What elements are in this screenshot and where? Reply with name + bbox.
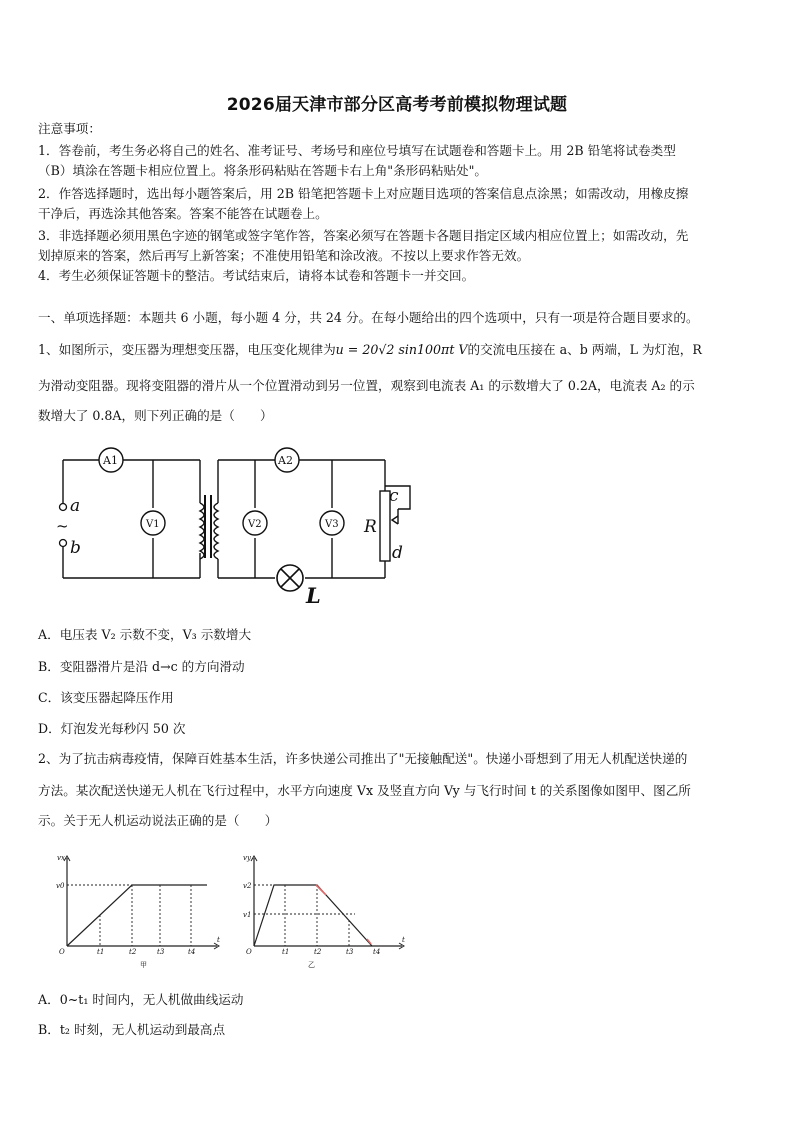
voltmeter-v1-label: V1 xyxy=(146,519,160,530)
terminal-b-label: b xyxy=(70,538,81,558)
question-1-line-1 xyxy=(38,339,760,358)
graph2-t-axis-label: t xyxy=(402,936,405,944)
notice-item-2-line-2: 干净后，再选涂其他答案。答案不能答在试题卷上。 xyxy=(38,206,328,221)
page-title: 2026届天津市部分区高考考前模拟物理试题 xyxy=(226,95,568,115)
question-2-option-a[interactable]: A．0~t₁ 时间内，无人机做曲线运动 xyxy=(38,992,244,1007)
ac-source-symbol: ~ xyxy=(56,517,69,535)
rheostat-d-label: d xyxy=(392,543,403,563)
resistor-r-label: R xyxy=(364,517,377,537)
terminal-a-label: a xyxy=(70,496,81,516)
graph2-origin-label: O xyxy=(246,948,252,956)
question-2-line-2: 方法。某次配送快递无人机在飞行过程中，水平方向速度 Vx 及竖直方向 Vy 与飞行时间 t 的关系图像如图甲、图乙所 xyxy=(38,783,691,798)
graph1-t-axis-label: t xyxy=(217,936,220,944)
graph1-t1-label: t1 xyxy=(97,948,105,956)
transformer-circuit-figure xyxy=(55,443,425,613)
graph2-t1-label: t1 xyxy=(282,948,290,956)
graph1-t3-label: t3 xyxy=(157,948,165,956)
graph1-caption: 甲 xyxy=(140,961,147,969)
question-1-text-post: 的交流电压接在 a、b 两端，L 为灯泡，R xyxy=(467,342,702,357)
question-1-line-2: 为滑动变阻器。现将变阻器的滑片从一个位置滑动到另一位置，观察到电流表 A₁ 的示数增大了 0.2A，电流表 A₂ 的示 xyxy=(38,378,695,393)
question-2-line-1: 2、为了抗击病毒疫情，保障百姓基本生活，许多快递公司推出了"无接触配送"。快递小哥想到了用无人机配送快递的 xyxy=(38,751,688,766)
question-2-option-b[interactable]: B．t₂ 时刻，无人机运动到最高点 xyxy=(38,1022,226,1037)
ammeter-a2-label: A2 xyxy=(278,454,293,467)
notice-item-1-line-2: （B）填涂在答题卡相应位置上。将条形码粘贴在答题卡右上角"条形码粘贴处"。 xyxy=(38,163,488,178)
graph2-v2-label: v2 xyxy=(243,882,252,890)
graph2-t2-label: t2 xyxy=(314,948,322,956)
question-1-option-c[interactable]: C．该变压器起降压作用 xyxy=(38,690,174,705)
notice-item-2-line-1: 2．作答选择题时，选出每小题答案后，用 2B 铅笔把答题卡上对应题目选项的答案信息点涂黑；如需改动，用橡皮擦 xyxy=(38,186,689,201)
question-1-text-pre: 1、如图所示，变压器为理想变压器，电压变化规律为 xyxy=(38,342,336,357)
voltmeter-v2-label: V2 xyxy=(248,519,262,530)
graph2-v1-label: v1 xyxy=(243,911,252,919)
graph-vx-t xyxy=(55,850,225,970)
voltmeter-v3-label: V3 xyxy=(325,519,339,530)
graph1-v0-label: v0 xyxy=(56,882,65,890)
lamp-l-label: L xyxy=(306,583,321,608)
question-1-option-a[interactable]: A．电压表 V₂ 示数不变，V₃ 示数增大 xyxy=(38,627,252,642)
graph2-caption: 乙 xyxy=(308,961,315,969)
notice-item-4: 4．考生必须保证答题卡的整洁。考试结束后，请将本试卷和答题卡一并交回。 xyxy=(38,268,475,283)
notice-item-3-line-1: 3．非选择题必须用黑色字迹的钢笔或签字笔作答，答案必须写在答题卡各题目指定区域内相应位置上；如需改动，先 xyxy=(38,228,689,243)
graph1-y-axis-label: vx xyxy=(57,854,65,862)
question-2-line-3: 示。关于无人机运动说法正确的是（ ） xyxy=(38,813,278,828)
question-1-option-d[interactable]: D．灯泡发光每秒闪 50 次 xyxy=(38,721,186,736)
notice-item-1-line-1: 1．答卷前，考生务必将自己的姓名、准考证号、考场号和座位号填写在试题卷和答题卡上。用 2B 铅笔将试卷类型 xyxy=(38,143,676,158)
graph1-t4-label: t4 xyxy=(188,948,196,956)
ammeter-a1-label: A1 xyxy=(103,454,118,467)
question-1-line-3: 数增大了 0.8A，则下列正确的是（ ） xyxy=(38,408,273,423)
notice-item-3-line-2: 划掉原来的答案，然后再写上新答案；不准使用铅笔和涂改液。不按以上要求作答无效。 xyxy=(38,248,530,263)
section-heading: 一、单项选择题：本题共 6 小题，每小题 4 分，共 24 分。在每小题给出的四个选项中，只有一项是符合题目要求的。 xyxy=(38,310,699,325)
graph1-origin-label: O xyxy=(59,948,65,956)
rheostat-c-label: c xyxy=(389,486,399,506)
graph2-t4-label: t4 xyxy=(373,948,381,956)
graph2-y-axis-label: vy xyxy=(243,854,251,862)
notice-heading: 注意事项： xyxy=(38,121,101,136)
question-1-option-b[interactable]: B．变阻器滑片是沿 d→c 的方向滑动 xyxy=(38,659,245,674)
graph2-t3-label: t3 xyxy=(346,948,354,956)
graph-vy-t xyxy=(240,850,410,970)
graph1-t2-label: t2 xyxy=(129,948,137,956)
question-1-formula: u = 20√2 sin100πt V xyxy=(335,342,468,357)
